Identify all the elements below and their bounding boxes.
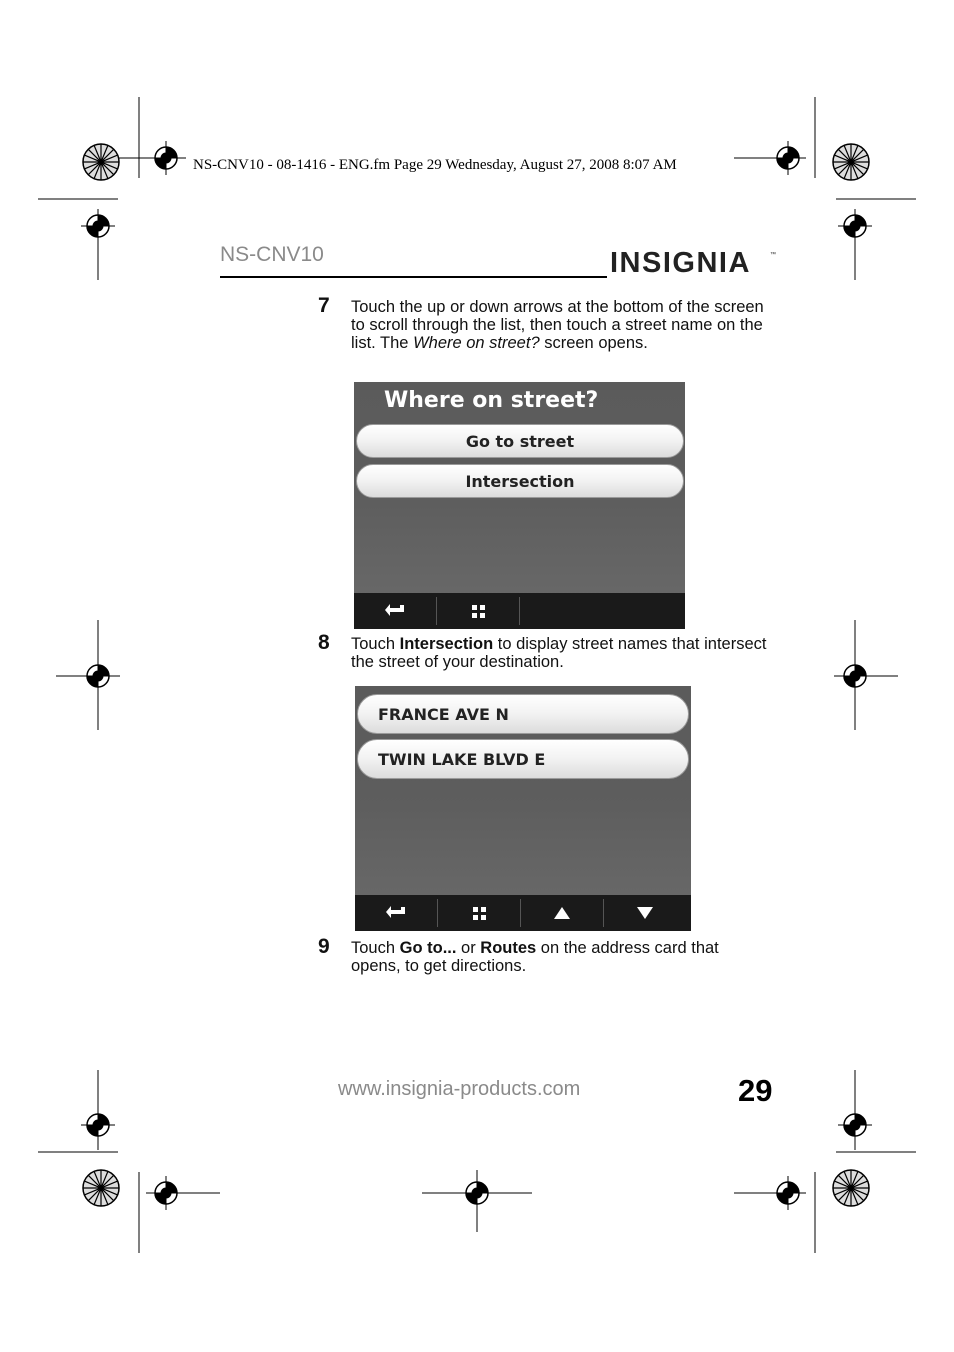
screen-toolbar — [355, 895, 691, 931]
step-number: 9 — [318, 935, 330, 958]
print-slug: NS-CNV10 - 08-1416 - ENG.fm Page 29 Wednesday, August 27, 2008 8:07 AM — [193, 157, 677, 173]
insignia-logo — [610, 242, 776, 289]
where-on-street-screen — [354, 382, 685, 629]
menu-grid-icon — [473, 907, 486, 920]
list-item[interactable]: TWIN LAKE BLVD E — [357, 739, 689, 779]
page-number: 29 — [738, 1073, 773, 1108]
go-to-street-button[interactable]: Go to street — [356, 424, 684, 458]
scroll-up-button[interactable] — [521, 895, 603, 931]
intersection-button[interactable]: Intersection — [356, 464, 684, 498]
up-arrow-icon — [554, 907, 570, 919]
back-arrow-icon — [385, 906, 407, 920]
menu-button[interactable] — [438, 895, 520, 931]
back-button[interactable] — [354, 593, 436, 629]
header-rule — [220, 276, 607, 278]
footer-url: www.insignia-products.com — [338, 1078, 581, 1100]
step-text: Touch the up or down arrows at the bottom of the screen to scroll through the list, then touch a street name on the list. The Where on street? screen opens. — [351, 298, 764, 352]
step-number: 8 — [318, 631, 330, 654]
logo-text: INSIGNIA — [610, 247, 751, 279]
screen-toolbar — [354, 593, 685, 629]
step-text: Touch Go to... or Routes on the address card that opens, to get directions. — [351, 939, 719, 975]
menu-button[interactable] — [437, 593, 519, 629]
step-text: Touch Intersection to display street names that intersect the street of your destination. — [351, 635, 767, 671]
back-button[interactable] — [355, 895, 437, 931]
intersection-list-screen — [355, 686, 691, 931]
svg-text:™: ™ — [770, 252, 776, 258]
down-arrow-icon — [637, 907, 653, 919]
model-number: NS-CNV10 — [220, 243, 324, 266]
step-number: 7 — [318, 294, 330, 317]
list-item[interactable]: FRANCE AVE N — [357, 694, 689, 734]
back-arrow-icon — [384, 604, 406, 618]
menu-grid-icon — [472, 605, 485, 618]
scroll-down-button[interactable] — [604, 895, 686, 931]
screen-title: Where on street? — [384, 388, 599, 413]
